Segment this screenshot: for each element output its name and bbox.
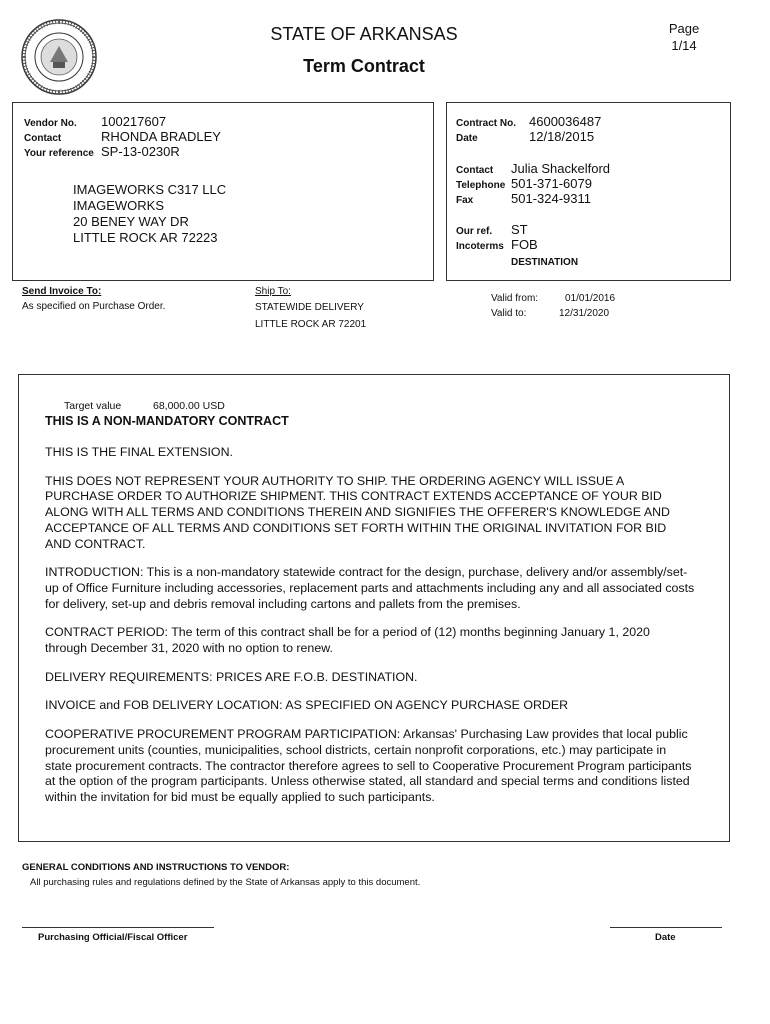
valid-from: 01/01/2016 <box>565 293 616 304</box>
document-title: STATE OF ARKANSAS <box>270 24 458 44</box>
our-ref: ST <box>511 222 528 237</box>
incoterms-label: Incoterms <box>456 241 504 252</box>
vendor-address <box>73 182 226 246</box>
terms-paragraph: INVOICE and FOB DELIVERY LOCATION: AS SPECIFIED ON AGENCY PURCHASE ORDER <box>45 698 569 713</box>
fax-label: Fax <box>456 195 474 206</box>
page-label: Page <box>668 21 700 36</box>
contract-date: 12/18/2015 <box>529 129 595 144</box>
contract-box <box>446 102 731 281</box>
document-subtitle: Term Contract <box>303 56 425 76</box>
telephone: 501-371-6079 <box>511 176 592 191</box>
contact-label: Contact <box>456 165 494 176</box>
terms-paragraph: THIS DOES NOT REPRESENT YOUR AUTHORITY TO SHIP. THE ORDERING AGENCY WILL ISSUE A PURCHASE ORDER TO AUTHORIZE SHIPMENT. THIS CONTRACT EXTENDS ACCEPTANCE OF YOUR BID ALONG WITH ALL TERMS AND CONDITIONS THEREIN AND SIGNIFIES THE OFFERER'S KNOWLEDGE AND ACCEPTANCE OF ALL TERMS AND CONDITIONS SET FORTH WITHIN THE ORIGINAL INVITATION FOR BID AND CONTRACT. <box>45 473 670 551</box>
target-value: 68,000.00 USD <box>153 400 225 412</box>
general-conditions-heading: GENERAL CONDITIONS AND INSTRUCTIONS TO VENDOR: <box>22 862 290 873</box>
official-label: Purchasing Official/Fiscal Officer <box>38 932 188 943</box>
vendor-address-line: IMAGEWORKS C317 LLC <box>73 182 227 197</box>
vendor-address-line: LITTLE ROCK AR 72223 <box>73 230 218 245</box>
send-invoice-value: As specified on Purchase Order. <box>22 301 166 312</box>
general-conditions-text: All purchasing rules and regulations defined by the State of Arkansas apply to this document. <box>30 877 421 888</box>
date-label: Date <box>456 133 478 144</box>
your-reference: SP-13-0230R <box>101 144 180 159</box>
vendor-contact: RHONDA BRADLEY <box>101 129 221 144</box>
ship-to-line: STATEWIDE DELIVERY <box>255 302 364 313</box>
vendor-address-line: IMAGEWORKS <box>73 198 165 213</box>
vendor-address-line: 20 BENEY WAY DR <box>73 214 189 229</box>
valid-to-label: Valid to: <box>491 308 527 319</box>
terms-paragraph: COOPERATIVE PROCUREMENT PROGRAM PARTICIPATION: Arkansas' Purchasing Law provides that local public procurement units (counties, municipalities, school districts, certain nonprofit corporations, etc.) may participate in state procurement contracts. The contractor therefore agrees to sell to Cooperative Procurement Program participants at the option of the program participants. Unless otherwise stated, all standard and special terms and conditions listed within the invitation for bid must be equally applied to such participants. <box>45 727 692 804</box>
terms-paragraph: DELIVERY REQUIREMENTS: PRICES ARE F.O.B. DESTINATION. <box>45 669 418 684</box>
vendor-no-label: Vendor No. <box>24 118 77 129</box>
terms-paragraph: THIS IS THE FINAL EXTENSION. <box>45 445 233 459</box>
ship-to-line: LITTLE ROCK AR 72201 <box>255 319 367 330</box>
destination: DESTINATION <box>511 257 579 268</box>
our-ref-label: Our ref. <box>456 226 493 237</box>
contract-terms <box>45 445 695 819</box>
page-number: 1/14 <box>671 38 697 53</box>
contract-contact: Julia Shackelford <box>511 161 610 176</box>
signature-date-label: Date <box>655 932 676 943</box>
your-reference-label: Your reference <box>24 148 94 159</box>
contract-no-label: Contract No. <box>456 118 516 129</box>
official-signature-line <box>22 927 214 928</box>
incoterms: FOB <box>511 237 538 252</box>
non-mandatory-heading: THIS IS A NON-MANDATORY CONTRACT <box>45 414 289 428</box>
contract-body-box <box>18 374 730 842</box>
vendor-no: 100217607 <box>101 114 167 129</box>
telephone-label: Telephone <box>456 180 506 191</box>
contract-no: 4600036487 <box>529 114 602 129</box>
terms-paragraph: INTRODUCTION: This is a non-mandatory statewide contract for the design, purchase, delivery and/or assembly/set-up of Office Furniture including accessories, replacement parts and attachments including any and all associated costs for delivery, set-up and debris removal including cartons and pallets from the premises. <box>45 565 695 611</box>
ship-to-label: Ship To: <box>255 286 291 297</box>
date-signature-line <box>610 927 722 928</box>
vendor-contact-label: Contact <box>24 133 62 144</box>
vendor-box <box>12 102 434 281</box>
valid-to: 12/31/2020 <box>559 308 610 319</box>
valid-from-label: Valid from: <box>491 293 539 304</box>
fax: 501-324-9311 <box>511 191 591 206</box>
send-invoice-label: Send Invoice To: <box>22 286 102 297</box>
page-indicator <box>664 20 704 54</box>
terms-paragraph: CONTRACT PERIOD: The term of this contract shall be for a period of (12) months beginning January 1, 2020 through December 31, 2020 with no option to renew. <box>45 625 650 656</box>
target-value-label: Target value <box>64 400 122 412</box>
